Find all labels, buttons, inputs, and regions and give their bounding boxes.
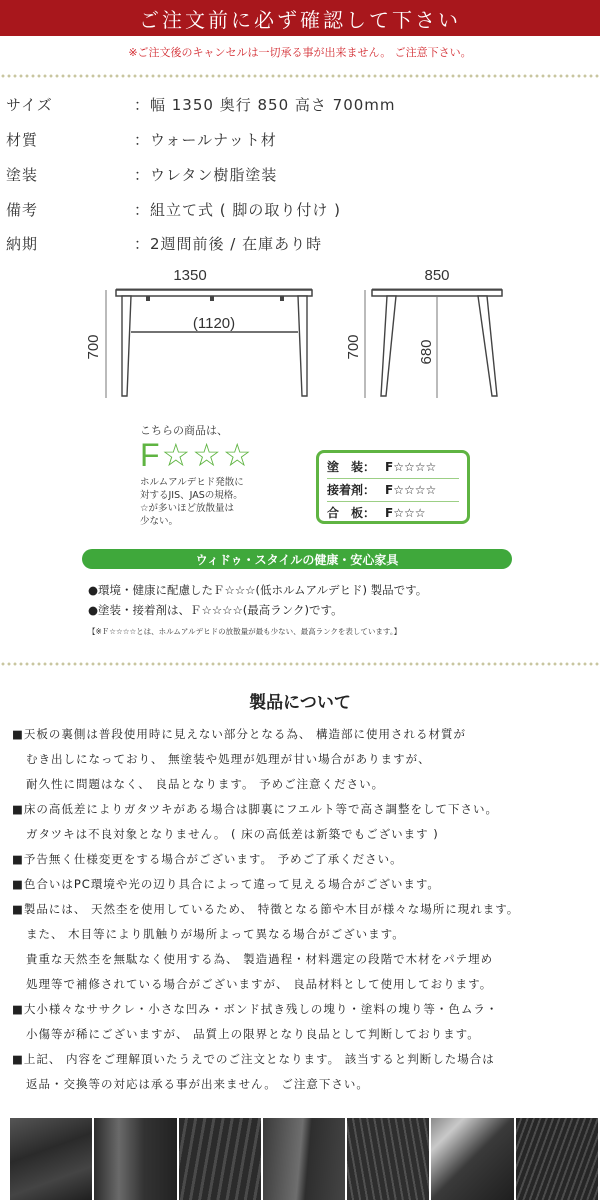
f-row-adhesive (327, 479, 459, 502)
dim-depth: 850 (424, 267, 450, 284)
f-row-paint (327, 456, 459, 479)
f-row-value: F☆☆☆ (385, 506, 426, 520)
about-line: 返品・交換等の対応は承る事が出来ません。 ご注意下さい。 (26, 1077, 369, 1091)
wood-photo (179, 1118, 261, 1200)
spec-row-finish (6, 164, 278, 185)
wood-photo (516, 1118, 598, 1200)
spec-value: ：ウレタン樹脂塗装 (134, 166, 278, 184)
about-line: ガタツキは不良対象となりません。 ( 床の高低差は新築でもございます ) (26, 827, 439, 841)
dotted-divider (0, 74, 600, 78)
about-line: ■製品には、 天然杢を使用しているため、 特徴となる節や木目が様々な場所に現れます。 (12, 902, 520, 916)
about-line: 耐久性に問題はなく、 良品となります。 予めご注意ください。 (26, 777, 385, 791)
f-row-label: 合 板： (327, 506, 376, 520)
spec-row-delivery (6, 233, 323, 254)
f-row-label: 接着剤： (327, 483, 376, 497)
about-line: ■床の高低差によりガタツキがある場合は脚裏にフエルト等で高さ調整をして下さい。 (12, 802, 498, 816)
healthy-note: 【※Ｆ☆☆☆☆とは、ホルムアルデヒドの放散量が最も少ない、最高ランクを表しています。】 (88, 627, 402, 636)
wood-photo (10, 1118, 92, 1200)
wood-photo (431, 1118, 513, 1200)
about-line: むき出しになっており、 無塗装や処理が処理が甘い場合がありますが、 (26, 752, 431, 766)
dim-height: 700 (85, 334, 102, 360)
spec-value: ：幅 1350 奥行 850 高さ 700mm (134, 96, 396, 114)
table-dimension-diagram (0, 262, 600, 412)
about-line: 貴重な天然杢を無駄なく使用する為、 製造過程・材料選定の段階で木材をパテ埋め (26, 952, 494, 966)
dim-height-side: 700 (345, 334, 362, 360)
about-line: また、 木目等により肌触りが場所よって異なる場合がございます。 (26, 927, 405, 941)
dotted-divider (0, 662, 600, 666)
about-line: ■色合いはPC環境や光の辺り具合によって違って見える場合がございます。 (12, 877, 440, 891)
dim-width: 1350 (173, 267, 207, 284)
f-rating-description (140, 476, 310, 528)
spec-row-material (6, 129, 277, 150)
spec-label: 材質 (6, 131, 39, 149)
f-desc-line: ☆が多いほど放散量は (140, 503, 235, 514)
about-line: ■予告無く仕様変更をする場合がございます。 予めご了承ください。 (12, 852, 403, 866)
healthy-bullet-2: ●塗装・接着剤は、Ｆ☆☆☆☆(最高ランク)です。 (88, 603, 343, 617)
spec-label: サイズ (6, 96, 53, 114)
f-desc-line: 対するJIS、JASの規格。 (140, 490, 243, 501)
wood-photo (263, 1118, 345, 1200)
f-rating-intro: こちらの商品は、 (140, 424, 228, 437)
dim-inner: (1120) (192, 315, 236, 332)
f-row-label: 塗 装： (327, 460, 376, 474)
spec-row-size (6, 94, 396, 115)
f-row-value: F☆☆☆☆ (385, 483, 437, 497)
wood-detail-photos (10, 1118, 598, 1200)
spec-label: 備考 (6, 201, 39, 219)
spec-value: ：組立て式 ( 脚の取り付け ) (134, 201, 342, 219)
about-line: 処理等で補修されている場合がございますが、 良品材料として使用しております。 (26, 977, 493, 991)
wood-photo (94, 1118, 176, 1200)
spec-label: 納期 (6, 235, 39, 253)
cancel-notice: ※ご注文後のキャンセルは一切承る事が出来ません。 ご注意下さい。 (128, 46, 472, 59)
spec-row-notes (6, 199, 342, 220)
about-line: ■大小様々なササクレ・小さな凹み・ボンド拭き残しの塊り・塗料の塊り等・色ムラ・ (12, 1002, 499, 1016)
spec-value: ：ウォールナット材 (134, 131, 277, 149)
f-rating-box (316, 450, 470, 524)
wood-photo (347, 1118, 429, 1200)
f-row-value: F☆☆☆☆ (385, 460, 437, 474)
f-desc-line: ホルムアルデヒド発散に (140, 477, 244, 488)
f-desc-line: 少ない。 (140, 516, 179, 527)
spec-label: 塗装 (6, 166, 39, 184)
dim-leg-height: 680 (418, 339, 435, 365)
about-line: ■天板の裏側は普段使用時に見えない部分となる為、 構造部に使用される材質が (12, 727, 467, 741)
f-rating-big: F☆☆☆ (140, 437, 254, 473)
warning-banner: ご注文前に必ず確認して下さい (0, 0, 600, 36)
f-row-plywood (327, 502, 459, 524)
about-title: 製品について (249, 693, 351, 713)
healthy-furniture-bar: ウィドゥ・スタイルの健康・安心家具 (82, 549, 512, 569)
about-line: 小傷等が稀にございますが、 品質上の限界となり良品として判断しております。 (26, 1027, 480, 1041)
healthy-bullet-1: ●環境・健康に配慮したＦ☆☆☆(低ホルムアルデヒド) 製品です。 (88, 583, 428, 597)
about-line: ■上記、 内容をご理解頂いたうえでのご注文となります。 該当すると判断した場合は (12, 1052, 495, 1066)
spec-value: ：2週間前後 / 在庫あり時 (134, 235, 323, 253)
